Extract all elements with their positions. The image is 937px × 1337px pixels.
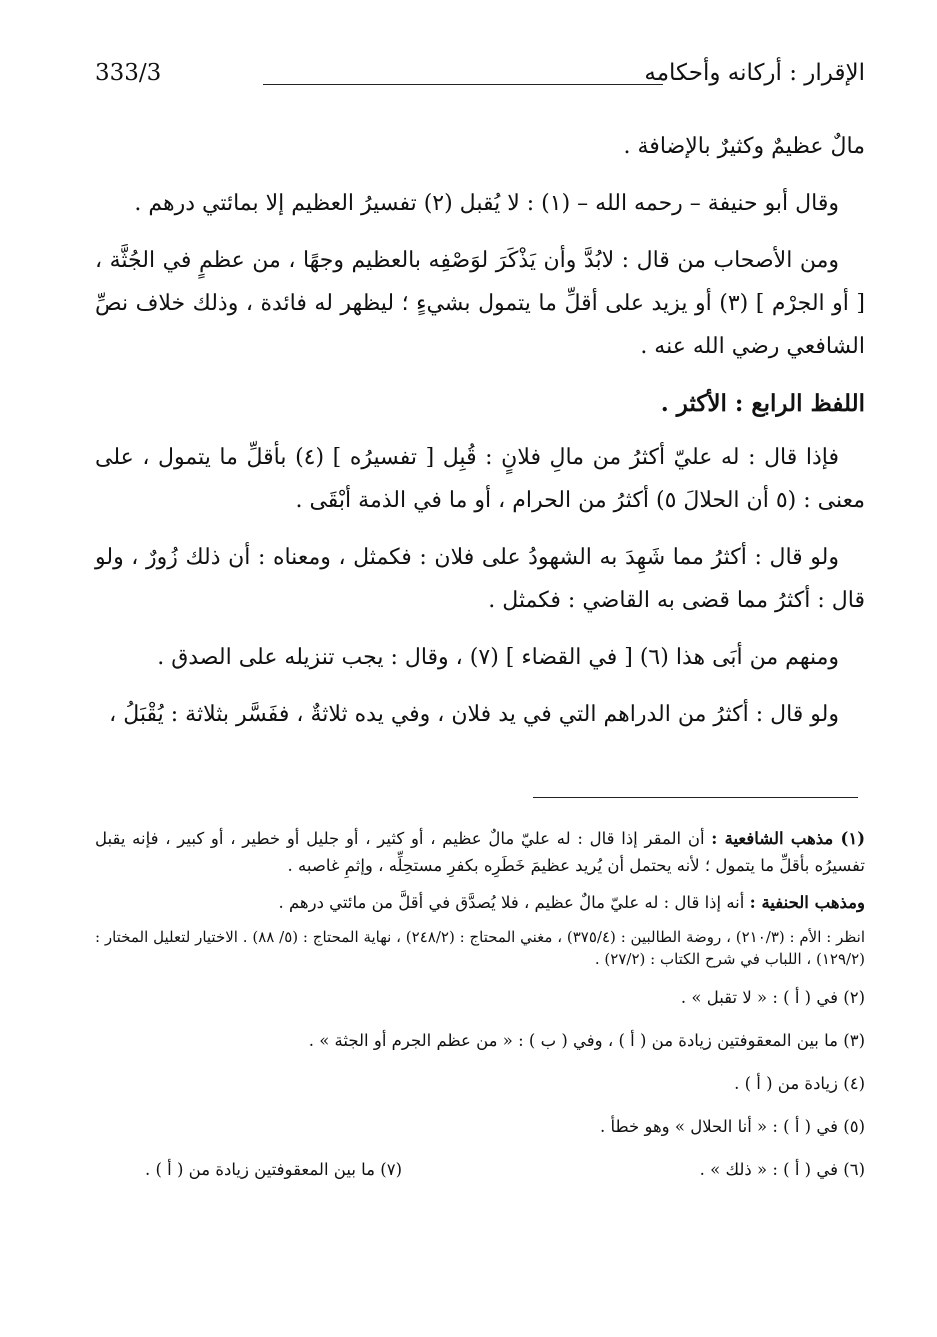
page-number: 333/3 bbox=[95, 60, 162, 86]
paragraph-3: ومن الأصحاب من قال : لابُدَّ وأن يَذْكَرَ لوَصْفِه بالعظيم وجهًا ، من عظمٍ في الجُثَّة ، [ أو الجرْم ] (٣) أو يزيد على أقلِّ ما يتمول بشيءٍ ؛ ليظهر له فائدة ، وذلك خلاف نصِّ الشافعي رضي الله عنه . bbox=[95, 248, 866, 359]
paragraph-1: مالٌ عظيمٌ وكثيرٌ بالإضافة . bbox=[623, 134, 865, 159]
footnote-row-6-7 bbox=[145, 1156, 865, 1183]
paragraph-4: فإذا قال : له عليّ أكثرُ من مالِ فلانٍ : قُبِل [ تفسيرُه ] (٤) بأقلِّ ما يتمول ، على معنى : (٥ أن الحلالَ ٥) أكثرُ من الحرام ، أو ما في الذمة أبْقَى . bbox=[95, 445, 865, 513]
footnote-separator bbox=[533, 797, 858, 798]
footnote-1-references: انظر : الأم : (٢١٠/٣) ، روضة الطالبين : (٣٧٥/٤) ، مغني المحتاج : (٢٤٨/٢) ، نهاية المحتاج : (٥/ ٨٨) . الاختيار لتعليل المختار : (١٢٩/٢) ، اللباب في شرح الكتاب : (٢٧/٢) . bbox=[95, 928, 865, 968]
footnote-1b-text: أنه إذا قال : له عليّ مالٌ عظيم ، فلا يُصدَّق في أقلَّ من مائتي درهم . bbox=[278, 893, 745, 912]
paragraph-6: ومنهم من أبَى هذا (٦) [ في القضاء ] (٧) ، وقال : يجب تنزيله على الصدق . bbox=[157, 645, 839, 670]
footnote-6: (٦) في ( أ ) : « ذلك » . bbox=[699, 1160, 865, 1179]
main-text bbox=[95, 125, 865, 750]
footnote-3: (٣) ما بين المعقوفتين زيادة من ( أ ) ، وفي ( ب ) : « من عظم الجرم أو الجثة » . bbox=[308, 1031, 865, 1050]
footnotes bbox=[95, 825, 865, 1183]
footnote-1b-label: ومذهب الحنفية : bbox=[749, 893, 865, 912]
footnote-7: (٧) ما بين المعقوفتين زيادة من ( أ ) . bbox=[145, 1160, 403, 1179]
page-header bbox=[95, 60, 865, 100]
paragraph-2: وقال أبو حنيفة – رحمه الله – (١) : لا يُقبل (٢) تفسيرُ العظيم إلا بمائتي درهم . bbox=[134, 191, 839, 216]
footnote-4: (٤) زيادة من ( أ ) . bbox=[734, 1074, 865, 1093]
footnote-1-label: (١) مذهب الشافعية : bbox=[711, 829, 865, 848]
paragraph-7: ولو قال : أكثرُ من الدراهم التي في يد فلان ، وفي يده ثلاثةٌ ، ففَسَّر بثلاثة : يُقْبَلُ ، bbox=[109, 702, 839, 727]
footnote-1-text: أن المقر إذا قال : له عليّ مالٌ عظيم ، أو كثير ، أو جليل أو خطير ، أو كبير ، فإنه يقبل تفسيرُه بأقلِّ ما يتمول ؛ لأنه يحتمل أن يُريد عظيمَ خَطَرِه بكفرِ مستحِلِّه ، وإثمِ غاصبه . bbox=[95, 829, 865, 875]
paragraph-5: ولو قال : أكثرُ مما شَهِدَ به الشهودُ على فلان : فكمثل ، ومعناه : أن ذلك زُورٌ ، ولو قال : أكثرُ مما قضى به القاضي : فكمثل . bbox=[95, 545, 865, 613]
section-heading: اللفظ الرابع : الأكثر . bbox=[660, 390, 865, 417]
header-rule bbox=[263, 84, 663, 85]
running-title: الإقرار : أركانه وأحكامه bbox=[644, 60, 865, 86]
footnote-1 bbox=[95, 825, 865, 879]
footnote-1b bbox=[95, 889, 865, 916]
footnote-2: (٢) في ( أ ) : « لا تقبل » . bbox=[680, 988, 865, 1007]
footnote-5: (٥) في ( أ ) : « أنا الحلال » وهو خطأ . bbox=[599, 1117, 865, 1136]
